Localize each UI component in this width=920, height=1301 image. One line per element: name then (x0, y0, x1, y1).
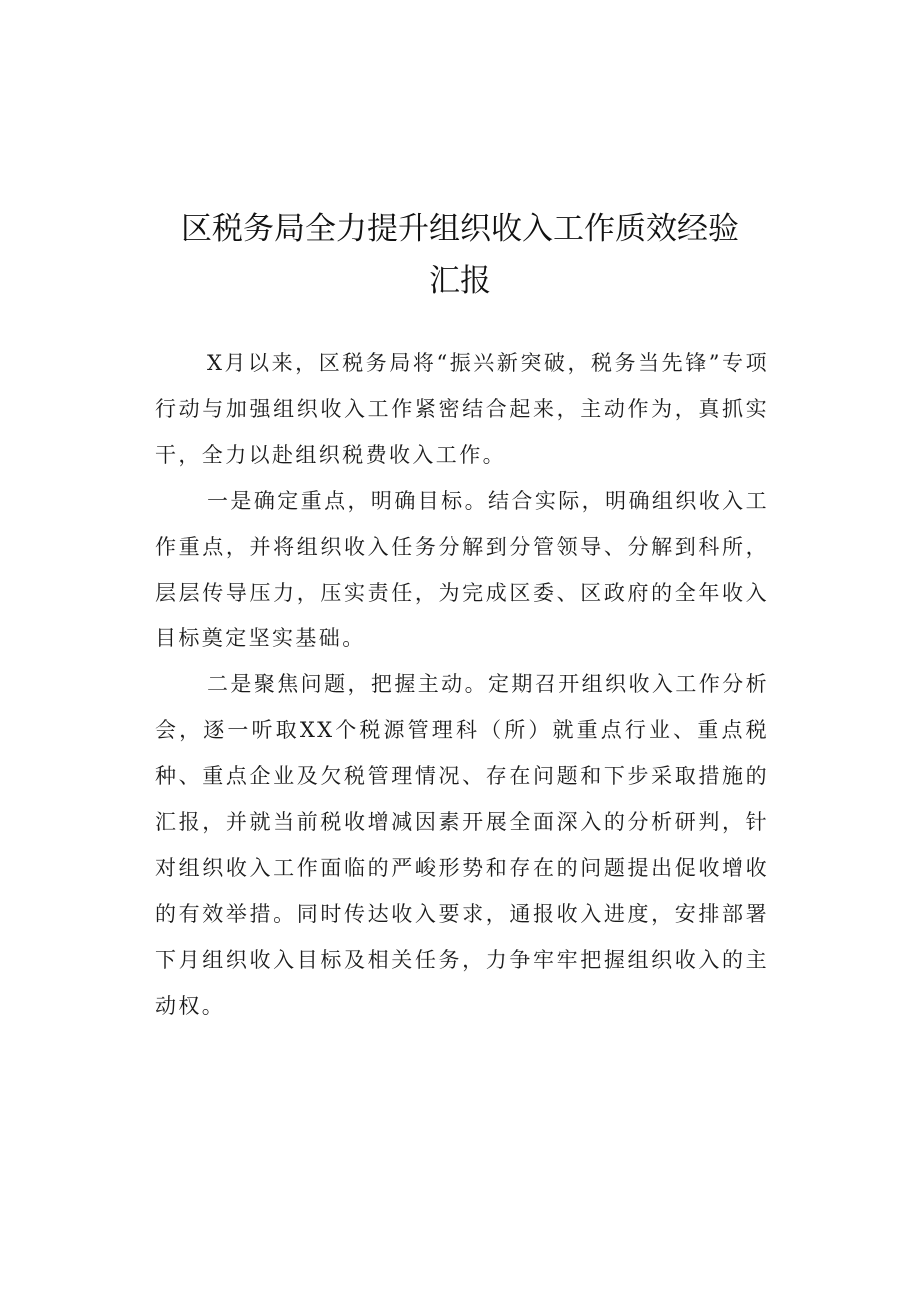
document-body (155, 341, 769, 1030)
paragraph-point-two: 二是聚焦问题，把握主动。定期召开组织收入工作分析会，逐一听取XX个税源管理科（所）就重点行业、重点税种、重点企业及欠税管理情况、存在问题和下步采取措施的汇报，并就当前税收增减因素开展全面深入的分析研判，针对组织收入工作面临的严峻形势和存在的问题提出促收增收的有效举措。同时传达收入要求，通报收入进度，安排部署下月组织收入目标及相关任务，力争牢牢把握组织收入的主动权。 (155, 672, 769, 1018)
document-title: 区税务局全力提升组织收入工作质效经验汇报 (181, 211, 739, 299)
paragraph-point-one: 一是确定重点，明确目标。结合实际，明确组织收入工作重点，并将组织收入任务分解到分管领导、分解到科所，层层传导压力，压实责任，为完成区委、区政府的全年收入目标奠定坚实基础。 (155, 488, 769, 651)
paragraph-intro: X月以来，区税务局将“振兴新突破，税务当先锋”专项行动与加强组织收入工作紧密结合起来，主动作为，真抓实干，全力以赴组织税费收入工作。 (155, 351, 769, 467)
